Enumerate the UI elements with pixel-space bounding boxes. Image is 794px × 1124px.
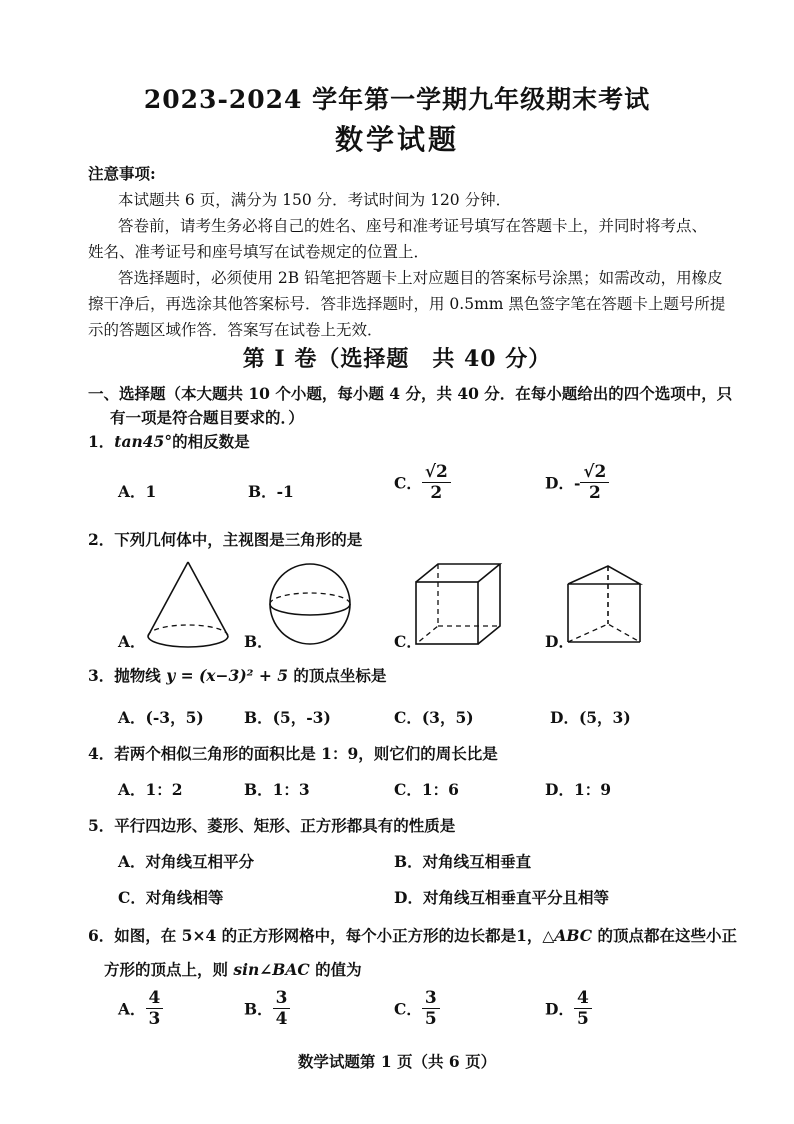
q6-text-a: 6．如图，在 5×4 的正方形网格中，每个小正方形的边长都是1， — [88, 926, 543, 945]
exam-title: 2023-2024 学年第一学期九年级期末考试 — [143, 85, 651, 114]
q3-text-a: 3．抛物线 — [88, 666, 167, 685]
q3-text-b: 的顶点坐标是 — [288, 666, 387, 685]
q3-option-b: B．(5，-3) — [244, 708, 331, 727]
q6-option-b-den: 4 — [275, 1009, 288, 1029]
q4-option-d: D．1：9 — [545, 780, 612, 799]
q1-option-c-label: C． — [394, 473, 422, 493]
q1-option-d-label: D．- — [545, 473, 581, 493]
q6-option-d — [545, 988, 592, 1029]
notice-p1: 本试题共 6 页，满分为 150 分．考试时间为 120 分钟． — [118, 191, 512, 209]
q3-option-d: D．(5，3) — [550, 708, 631, 727]
q1-option-c-num: √2 — [422, 462, 451, 483]
q6-option-d-den: 5 — [576, 1009, 589, 1029]
cone-figure — [140, 556, 236, 652]
q3-option-c: C．(3，5) — [394, 708, 474, 727]
section-intro-b: 有一项是符合题目要求的．） — [110, 408, 304, 427]
q5-stem: 5．平行四边形、菱形、矩形、正方形都具有的性质是 — [88, 816, 456, 835]
q6-text-b: 的顶点都在这些小正 — [592, 926, 737, 945]
q6-option-a-label: A． — [118, 999, 146, 1019]
q6-option-b-label: B． — [244, 999, 273, 1019]
q6-option-b — [244, 988, 290, 1029]
q1-number: 1． — [88, 432, 115, 451]
notice-p3a: 答选择题时，必须使用 2B 铅笔把答题卡上对应题目的答案标号涂黑；如需改动，用橡皮 — [118, 269, 723, 287]
q6-option-c-den: 5 — [424, 1009, 437, 1029]
q4-option-b: B．1：3 — [244, 780, 310, 799]
q6-option-a-den: 3 — [148, 1009, 161, 1029]
q1-stem — [88, 430, 250, 452]
q2-option-d: D． — [545, 632, 574, 651]
cube-figure — [408, 560, 508, 650]
section-intro-a: 一、选择题（本大题共 10 个小题，每小题 4 分，共 40 分．在每小题给出的四个选项中，只 — [88, 384, 733, 403]
q6-stem-line1 — [88, 924, 737, 946]
q5-option-b: B．对角线互相垂直 — [394, 852, 532, 871]
q2-option-a: A． — [118, 632, 146, 651]
q4-stem: 4．若两个相似三角形的面积比是 1：9，则它们的周长比是 — [88, 744, 498, 763]
notice-heading: 注意事项: — [88, 164, 156, 183]
notice-p2a: 答卷前，请考生务必将自己的姓名、座号和准考证号填写在答题卡上，并同时将考点、 — [118, 217, 708, 235]
notice-p3b: 擦干净后，再选涂其他答案标号．答非选择题时，用 0.5mm 黑色签字笔在答题卡上题号所提 — [88, 295, 726, 313]
q1-option-d — [545, 462, 609, 503]
q6-option-a — [118, 988, 163, 1029]
sphere-figure — [264, 560, 360, 650]
q6-expr: sin∠BAC — [233, 960, 310, 979]
q3-expr: y = (x−3)² + 5 — [166, 666, 289, 685]
page-footer: 数学试题第 1 页（共 6 页） — [297, 1052, 497, 1071]
q6-option-a-num: 4 — [146, 988, 164, 1009]
q2-stem: 2．下列几何体中，主视图是三角形的是 — [88, 530, 363, 549]
q1-expr: tan45° — [114, 432, 173, 451]
q1-option-a: A．1 — [118, 482, 157, 501]
q6-option-b-num: 3 — [273, 988, 291, 1009]
q6-text-c: 方形的顶点上，则 — [104, 960, 234, 979]
q6-text-d: 的值为 — [309, 960, 362, 979]
section-title: 第 I 卷（选择题 共 40 分） — [242, 346, 552, 372]
q5-option-c: C．对角线相等 — [118, 888, 224, 907]
q1-option-b: B．-1 — [248, 482, 294, 501]
q6-stem-line2 — [104, 958, 362, 980]
q4-option-c: C．1：6 — [394, 780, 459, 799]
q3-option-a: A．(-3，5) — [118, 708, 204, 727]
q1-text: 的相反数是 — [172, 432, 250, 451]
q6-option-d-num: 4 — [574, 988, 592, 1009]
q1-option-d-num: √2 — [580, 462, 609, 483]
q5-option-d: D．对角线互相垂直平分且相等 — [394, 888, 609, 907]
exam-subtitle: 数学试题 — [334, 123, 459, 156]
prism-figure — [560, 562, 656, 652]
q6-triangle: △ABC — [542, 926, 593, 945]
q6-option-c — [394, 988, 440, 1029]
q4-option-a: A．1：2 — [118, 780, 183, 799]
q1-option-c — [394, 462, 451, 503]
q6-option-c-label: C． — [394, 999, 422, 1019]
q5-option-a: A．对角线互相平分 — [118, 852, 255, 871]
q2-option-c: C． — [394, 632, 422, 651]
q1-option-c-den: 2 — [430, 483, 443, 503]
notice-p3c: 示的答题区域作答．答案写在试卷上无效． — [88, 321, 383, 339]
q1-option-d-den: 2 — [588, 483, 601, 503]
notice-p2b: 姓名、准考证号和座号填写在试卷规定的位置上． — [88, 243, 430, 261]
q3-stem — [88, 664, 386, 686]
q6-option-c-num: 3 — [422, 988, 440, 1009]
q6-option-d-label: D． — [545, 999, 574, 1019]
q2-option-b: B． — [244, 632, 273, 651]
